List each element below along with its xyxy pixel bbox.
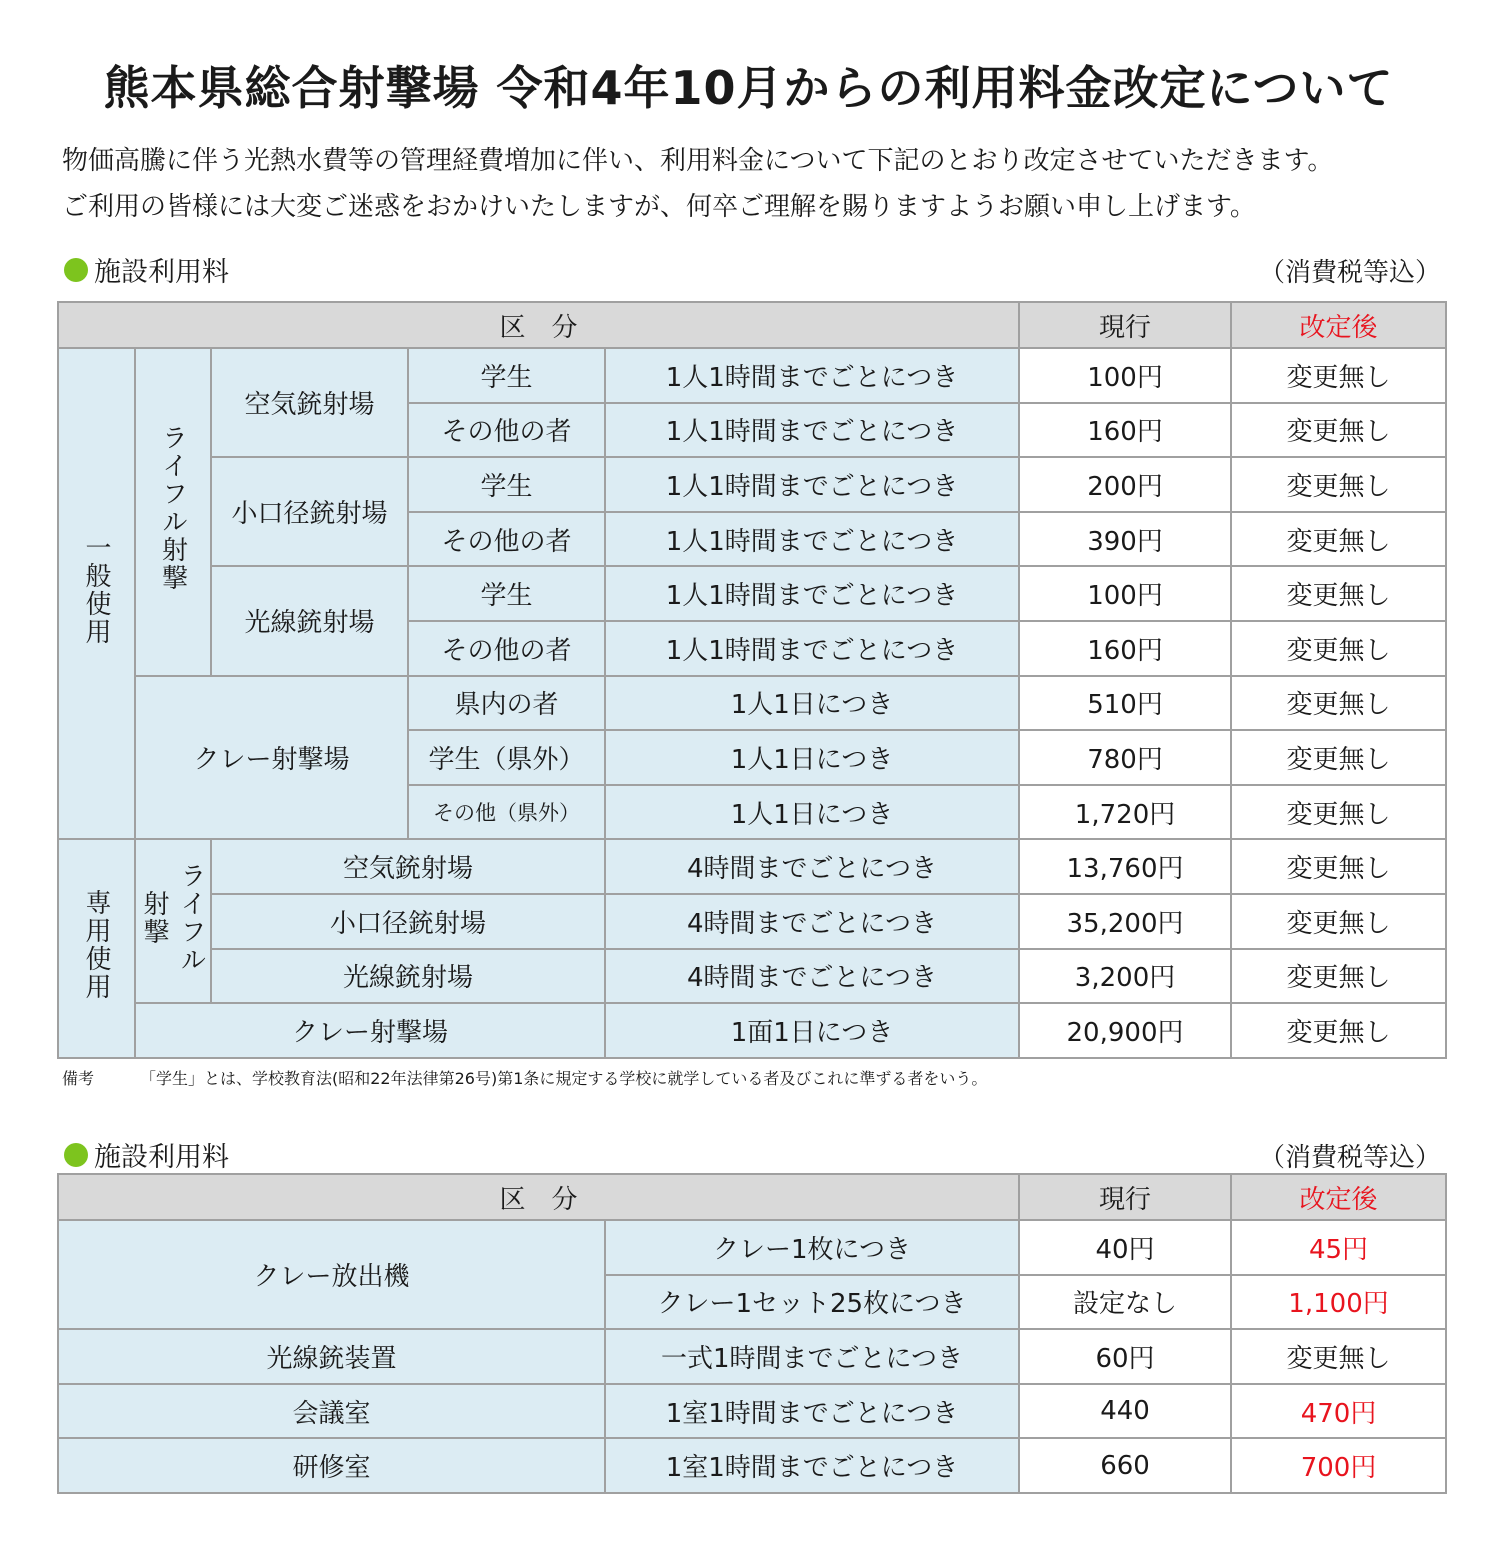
current-fee: 20,900円 xyxy=(1019,1003,1231,1058)
unit-cell: 1人1日につき xyxy=(605,730,1019,785)
unit-cell: クレー1セット25枚につき xyxy=(605,1275,1019,1330)
unit-cell: クレー1枚につき xyxy=(605,1220,1019,1275)
header-category: 区 分 xyxy=(58,302,1019,348)
equipment-fee-table xyxy=(57,1173,1447,1494)
section2-title: 施設利用料 xyxy=(94,1142,229,1173)
item-name: 会議室 xyxy=(58,1384,605,1439)
current-fee: 780円 xyxy=(1019,730,1231,785)
current-fee: 60円 xyxy=(1019,1329,1231,1384)
unit-cell: 1人1時間までごとにつき xyxy=(605,512,1019,567)
header-revised: 改定後 xyxy=(1231,302,1446,348)
section1-tax-note: （消費税等込） xyxy=(1258,258,1441,288)
facility-small-bore: 小口径銃射場 xyxy=(211,457,408,566)
current-fee: 40円 xyxy=(1019,1220,1231,1275)
unit-cell: 1室1時間までごとにつき xyxy=(605,1438,1019,1493)
bullet-icon xyxy=(64,1143,88,1167)
user-type: その他の者 xyxy=(408,621,605,676)
unit-cell: 1人1時間までごとにつき xyxy=(605,621,1019,676)
revised-fee: 変更無し xyxy=(1231,512,1446,567)
user-type: 学生 xyxy=(408,566,605,621)
facility-fee-table xyxy=(57,301,1447,1059)
header-revised: 改定後 xyxy=(1231,1174,1446,1220)
item-name: 光線銃装置 xyxy=(58,1329,605,1384)
facility-name: 空気銃射場 xyxy=(211,839,605,894)
current-fee: 200円 xyxy=(1019,457,1231,512)
current-fee: 35,200円 xyxy=(1019,894,1231,949)
facility-name: 小口径銃射場 xyxy=(211,894,605,949)
revised-fee: 変更無し xyxy=(1231,1329,1446,1384)
facility-air-gun: 空気銃射場 xyxy=(211,348,408,457)
unit-cell: 1人1時間までごとにつき xyxy=(605,457,1019,512)
facility-clay: クレー射撃場 xyxy=(135,676,408,840)
user-type: 県内の者 xyxy=(408,676,605,731)
revised-fee: 1,100円 xyxy=(1231,1275,1446,1330)
user-type: その他（県外） xyxy=(408,785,605,840)
current-fee: 13,760円 xyxy=(1019,839,1231,894)
revised-fee: 変更無し xyxy=(1231,894,1446,949)
unit-cell: 1人1日につき xyxy=(605,785,1019,840)
section1-title: 施設利用料 xyxy=(94,257,229,288)
remarks-label: 備考 xyxy=(62,1069,95,1088)
current-fee: 510円 xyxy=(1019,676,1231,731)
header-current: 現行 xyxy=(1019,302,1231,348)
revised-fee: 変更無し xyxy=(1231,1003,1446,1058)
item-name: 研修室 xyxy=(58,1438,605,1493)
current-fee: 1,720円 xyxy=(1019,785,1231,840)
revised-fee: 45円 xyxy=(1231,1220,1446,1275)
group-exclusive-use: 専用使用 xyxy=(58,839,135,1057)
unit-cell: 1面1日につき xyxy=(605,1003,1019,1058)
revised-fee: 変更無し xyxy=(1231,949,1446,1004)
facility-name: クレー射撃場 xyxy=(135,1003,605,1058)
item-name: クレー放出機 xyxy=(58,1220,605,1329)
current-fee: 100円 xyxy=(1019,566,1231,621)
header-current: 現行 xyxy=(1019,1174,1231,1220)
user-type: その他の者 xyxy=(408,512,605,567)
user-type: その他の者 xyxy=(408,403,605,458)
intro-line-1: 物価高騰に伴う光熱水費等の管理経費増加に伴い、利用料金について下記のとおり改定させていただきます。 xyxy=(62,146,1334,176)
unit-cell: 4時間までごとにつき xyxy=(605,894,1019,949)
current-fee: 660 xyxy=(1019,1438,1231,1493)
unit-cell: 1人1時間までごとにつき xyxy=(605,566,1019,621)
bullet-icon xyxy=(64,258,88,282)
current-fee: 390円 xyxy=(1019,512,1231,567)
intro-line-2: ご利用の皆様には大変ご迷惑をおかけいたしますが、何卒ご理解を賜りますようお願い申し上げます。 xyxy=(62,192,1256,222)
unit-cell: 一式1時間までごとにつき xyxy=(605,1329,1019,1384)
user-type: 学生（県外） xyxy=(408,730,605,785)
section2-heading xyxy=(64,1135,229,1174)
revised-fee: 変更無し xyxy=(1231,785,1446,840)
unit-cell: 4時間までごとにつき xyxy=(605,839,1019,894)
current-fee: 440 xyxy=(1019,1384,1231,1439)
revised-fee: 変更無し xyxy=(1231,676,1446,731)
user-type: 学生 xyxy=(408,348,605,403)
current-fee: 100円 xyxy=(1019,348,1231,403)
revised-fee: 変更無し xyxy=(1231,621,1446,676)
revised-fee: 470円 xyxy=(1231,1384,1446,1439)
page-title: 熊本県総合射撃場 令和4年10月からの利用料金改定について xyxy=(103,61,1394,115)
group-general-use: 一般使用 xyxy=(58,348,135,839)
revised-fee: 変更無し xyxy=(1231,730,1446,785)
section1-heading xyxy=(64,250,229,289)
revised-fee: 変更無し xyxy=(1231,403,1446,458)
header-category: 区 分 xyxy=(58,1174,1019,1220)
unit-cell: 4時間までごとにつき xyxy=(605,949,1019,1004)
revised-fee: 変更無し xyxy=(1231,839,1446,894)
section2-tax-note: （消費税等込） xyxy=(1258,1143,1441,1173)
unit-cell: 1人1時間までごとにつき xyxy=(605,348,1019,403)
group-rifle: ライフル射撃 xyxy=(135,348,211,676)
current-fee: 160円 xyxy=(1019,621,1231,676)
facility-name: 光線銃射場 xyxy=(211,949,605,1004)
revised-fee: 変更無し xyxy=(1231,457,1446,512)
user-type: 学生 xyxy=(408,457,605,512)
revised-fee: 変更無し xyxy=(1231,566,1446,621)
unit-cell: 1室1時間までごとにつき xyxy=(605,1384,1019,1439)
revised-fee: 700円 xyxy=(1231,1438,1446,1493)
current-fee: 3,200円 xyxy=(1019,949,1231,1004)
revised-fee: 変更無し xyxy=(1231,348,1446,403)
current-fee: 160円 xyxy=(1019,403,1231,458)
facility-beam-gun: 光線銃射場 xyxy=(211,566,408,675)
current-fee: 設定なし xyxy=(1019,1275,1231,1330)
unit-cell: 1人1時間までごとにつき xyxy=(605,403,1019,458)
remarks-text: 「学生」とは、学校教育法(昭和22年法律第26号)第1条に規定する学校に就学している者及びこれに準ずる者をいう。 xyxy=(140,1069,988,1088)
unit-cell: 1人1日につき xyxy=(605,676,1019,731)
remarks xyxy=(62,1066,987,1089)
group-exclusive-rifle: ライフル射撃 xyxy=(135,839,211,1003)
